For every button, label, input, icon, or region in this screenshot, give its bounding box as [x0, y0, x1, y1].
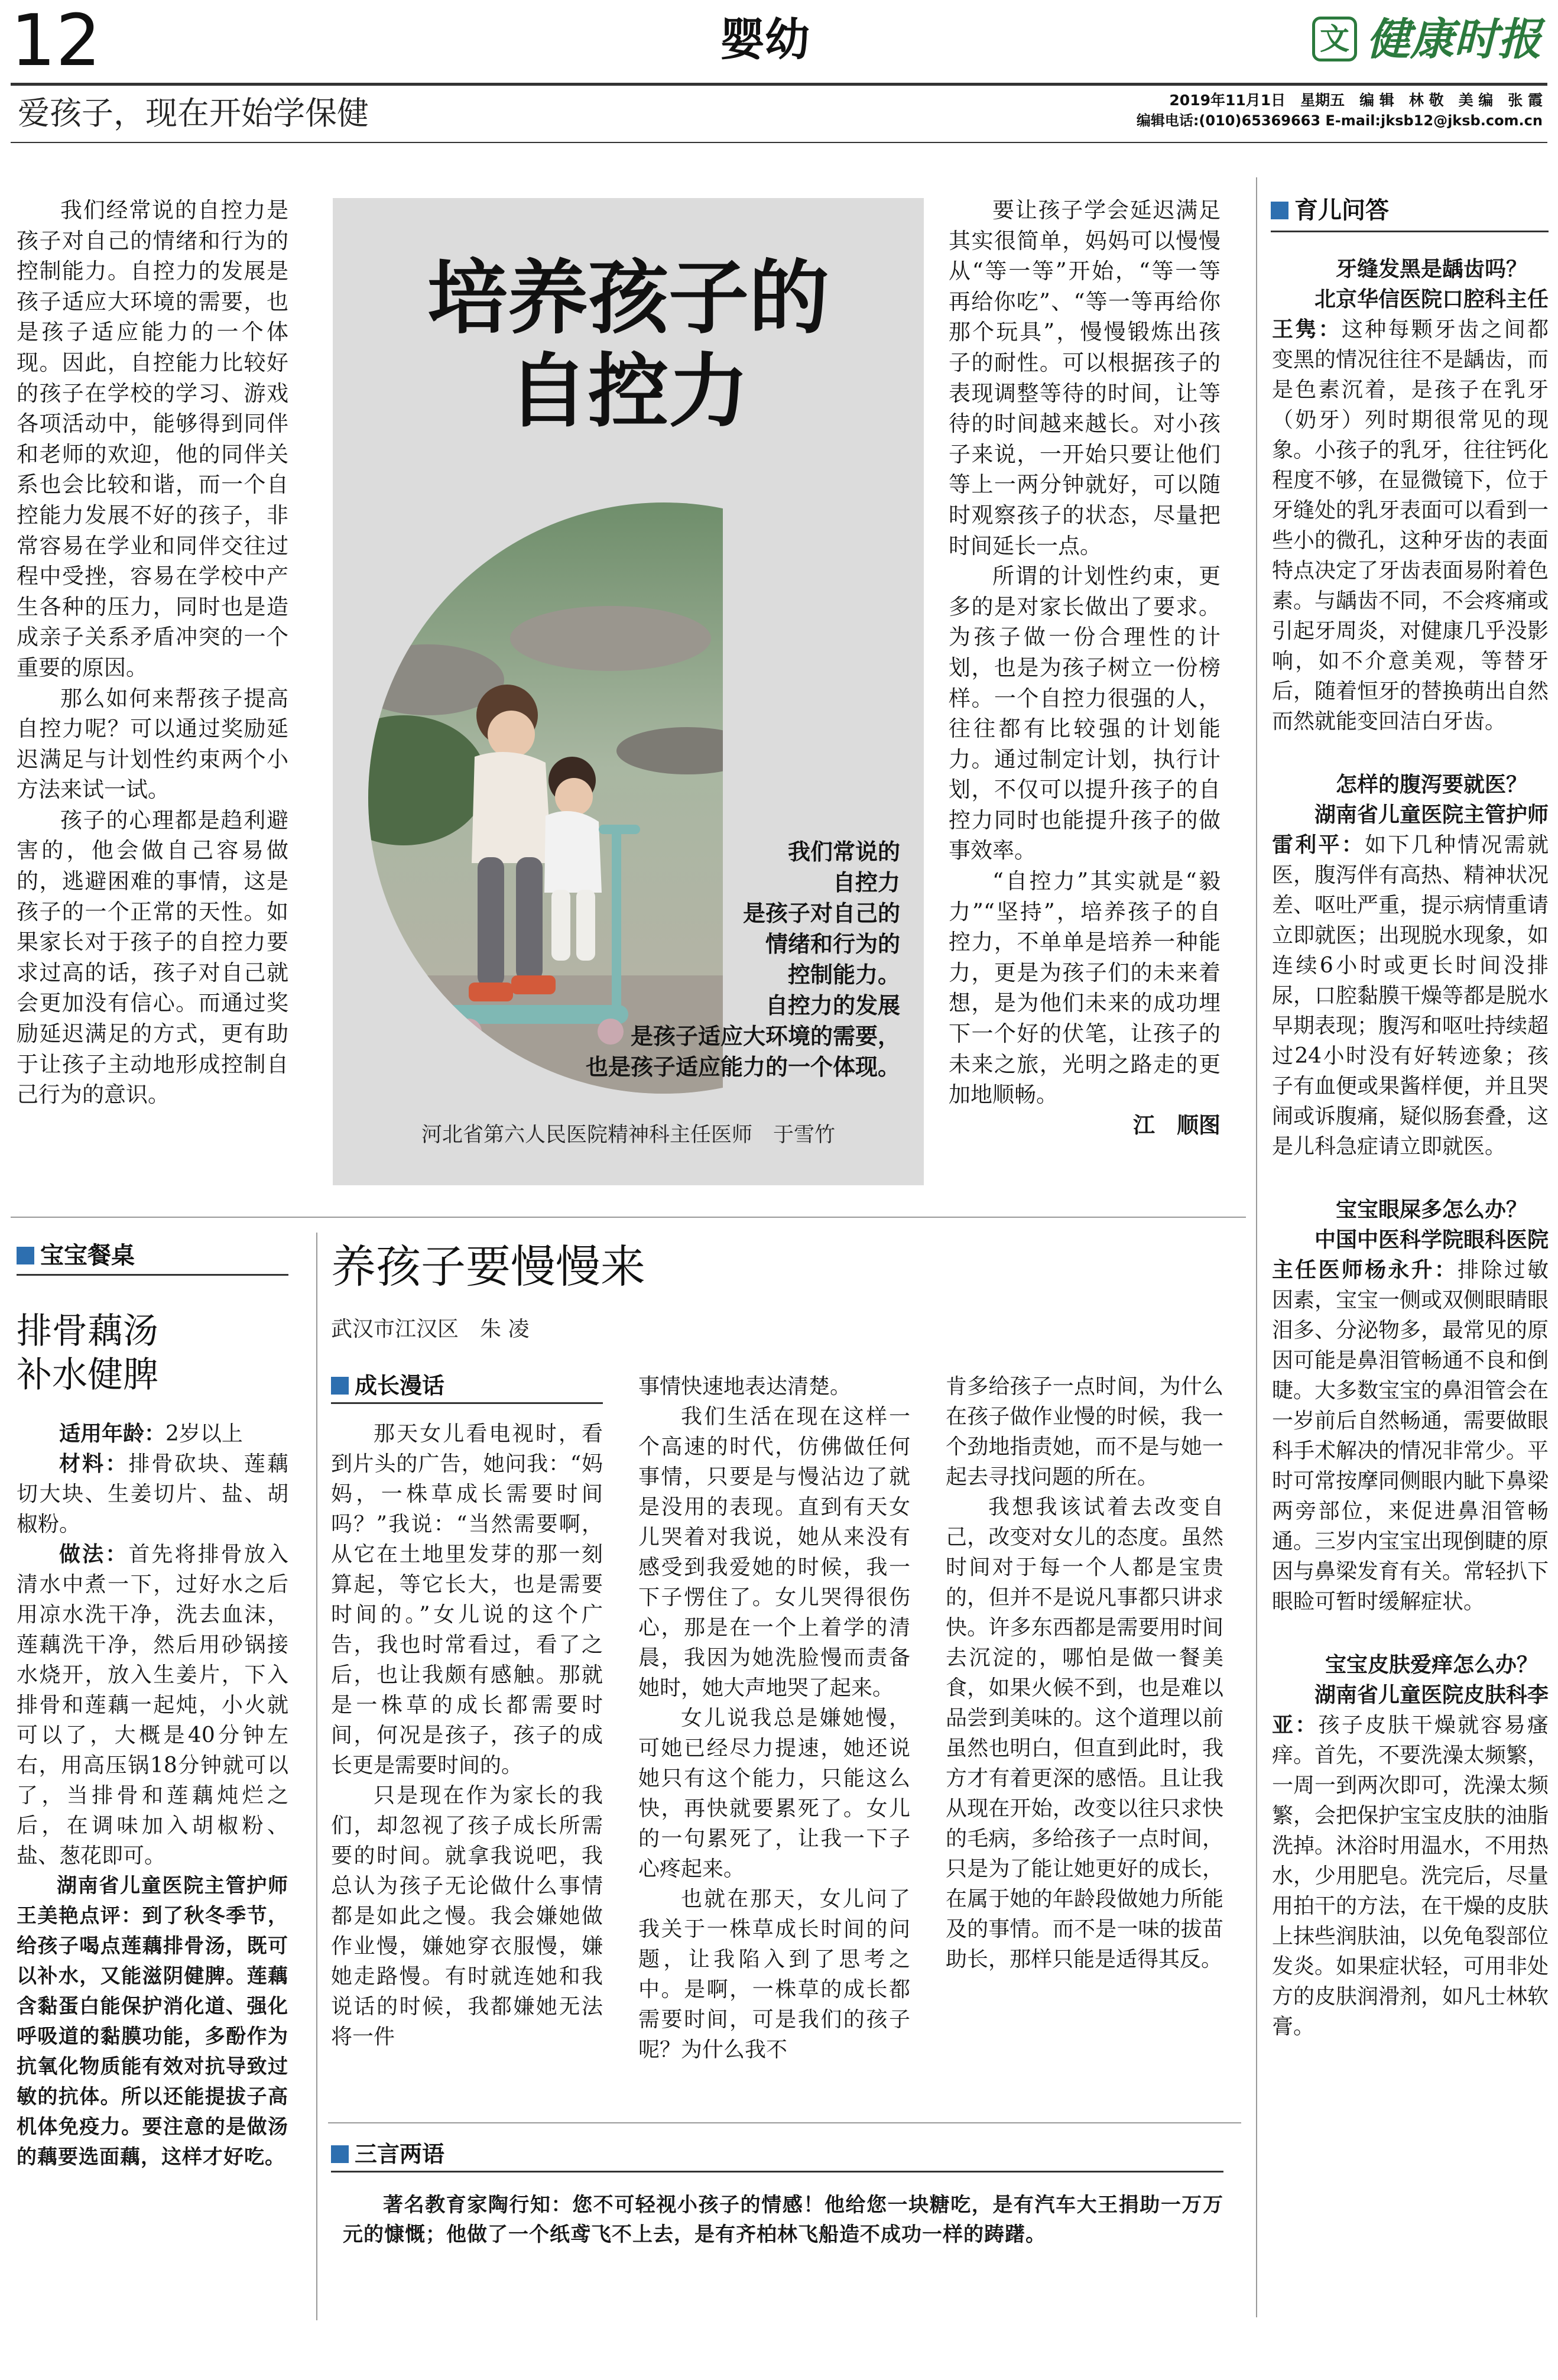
pull-quote-line: 我们常说的 [787, 839, 900, 865]
paragraph: 肯多给孩子一点时间，为什么在孩子做作业慢的时候，我一个劲地指责她，而不是与她一起去寻找问题的所在。 [946, 1374, 1223, 1489]
recipe-title [17, 1309, 288, 1397]
label: 湖南省儿童医院主管护师王美艳点评： [17, 1874, 288, 1928]
paragraph: 那天女儿看电视时，看到片头的广告，她问我：“妈妈，一株草成长需要时间吗？”我说：“当然需要啊，从它在土地里发芽的那一刻算起，等它长大，也是需要时间的。”女儿说的这个广告，我也时常看过，看了之后，也让我颇有感触。那就是一株草的成长都需要时间，何况是孩子，孩子的成长更是需要时间的。 [331, 1422, 603, 1778]
qa-question: 宝宝眼屎多怎么办？ [1335, 1198, 1527, 1222]
paragraph: 女儿说我总是嫌她慢，可她已经尽力提速，她还说她只有这个能力，只能这么快，再快就要累死了。女儿的一句累死了，让我一下子心疼起来。 [638, 1706, 910, 1881]
value: 2岁以上 [165, 1422, 243, 1446]
pull-quote-line: 自控力的发展 [765, 993, 900, 1019]
date-line: 2019年11月1日 星期五 编 辑 林 敬 美 编 张 霞 [1169, 92, 1543, 109]
photo-rock [510, 606, 711, 671]
page-number: 12 [11, 0, 101, 82]
label: 材料： [59, 1452, 129, 1476]
recipe-heading-text: 宝宝餐桌 [40, 1242, 135, 1269]
qa-answer-text: 如下几种情况需就医，腹泻伴有高热、精神状况差、呕吐严重，提示病情重请立即就医；出现脱水现象，如连续6小时或更长时间没排尿，口腔黏膜干燥等都是脱水早期表现；腹泻和呕吐持续超过24小时没有好转迹象；孩子有血便或果酱样便，并且哭闹或诉腹痛，疑似肠套叠，这是儿科急症请立即就医。 [1272, 833, 1549, 1159]
value: 排骨砍块、莲藕切大块、生姜切片、盐、胡椒粉。 [17, 1452, 288, 1536]
paragraph: “自控力”其实就是“毅力”“坚持”，培养孩子的自控力，不单单是培养一种能力，更是为孩子们的未来着想，是为他们未来的成功埋下一个好的伏笔，让孩子的未来之旅，光明之路走的更加地顺畅。 [949, 868, 1221, 1108]
paragraph: 孩子的心理都是趋利避害的，他会做自己容易做的，逃避困难的事情，这是孩子的一个正常的天性。如果家长对于孩子的自控力要求过高的话，孩子对自己就会更加没有信心。而通过奖励延迟满足的方式，更有助于让孩子主动地形成控制自己行为的意识。 [17, 807, 288, 1108]
pull-quote-line: 情绪和行为的 [765, 931, 900, 957]
qa-answer [1272, 1225, 1549, 1617]
paragraph: 我们生活在现在这样一个高速的时代，仿佛做任何事情，只要是与慢沾边了就是没用的表现。直到有天女儿哭着对我说，她从来没有感受到我爱她的时候，我一下子愣住了。女儿哭得很伤心，那是在一个上着学的清晨，我因为她洗脸慢而责备她时，她大声地哭了起来。 [638, 1405, 910, 1700]
qa-heading [1271, 195, 1389, 226]
qa-answer-text: 这种每颗牙齿之间都变黑的情况往往不是龋齿，而是色素沉着，是孩子在乳牙（奶牙）列时期很常见的现象。小孩子的乳牙，往往钙化程度不够，在显微镜下，位于牙缝处的乳牙表面可以看到一些小的微孔，这种牙齿的表面特点决定了牙齿表面易附着色素。与龋齿不同，不会疼痛或引起牙周炎，对健康几乎没影响，如不介意美观，等替牙后，随着恒牙的替换萌出自然而然就能变回洁白牙齿。 [1272, 317, 1549, 734]
qa-question: 怎样的腹泻要就医？ [1335, 773, 1527, 797]
qa-question: 宝宝皮肤爱痒怎么办？ [1325, 1653, 1538, 1677]
recipe-heading [17, 1240, 135, 1271]
sanyan-heading-rule [331, 2171, 1223, 2173]
illustrator-credit: 江 顺图 [1133, 1112, 1221, 1138]
heading-square-icon [331, 2145, 349, 2163]
story-divider [316, 1233, 317, 2320]
recipe-body [17, 1419, 288, 2173]
story-subhead [331, 1370, 444, 1401]
label: 适用年龄： [59, 1422, 166, 1446]
paragraph: 也就在那天，女儿问了我关于一株草成长时间的问题，让我陷入到了思考之中。是啊，一株草的成长都需要时间，可是我们的孩子呢？为什么我不 [638, 1887, 910, 2062]
sanyan-speaker: 著名教育家陶行知： [383, 2193, 573, 2217]
paragraph: 我们经常说的自控力是孩子对自己的情绪和行为的控制能力。自控力的发展是孩子适应大环境的需要，也是孩子适应能力的一个体现。因此，自控能力比较好的孩子在学校的学习、游戏各项活动中，能够得到同伴和老师的欢迎，他的同伴关系也会比较和谐，而一个自控能力发展不好的孩子，非常容易在学业和同伴交往过程中受挫，容易在学校中产生各种的压力，同时也是造成亲子关系矛盾冲突的一个重要的原因。 [17, 197, 288, 680]
value: 到了秋冬季节，给孩子喝点莲藕排骨汤，既可以补水，又能滋阴健脾。莲藕含黏蛋白能保护消化道、强化呼吸道的黏膜功能，多酚作为抗氧化物质能有效对抗导致过敏的抗体。所以还能提拔子高机体免疫力。要注意的是做汤的藕要选面藕，这样才好吃。 [17, 1904, 288, 2169]
recipe-age [17, 1419, 288, 1449]
label: 做法： [59, 1542, 129, 1567]
heading-square-icon [17, 1247, 34, 1264]
recipe-method [17, 1539, 288, 1871]
sanyan-heading [331, 2139, 444, 2170]
qa-answer [1272, 1680, 1549, 2042]
pull-quote-line: 控制能力。 [787, 962, 900, 988]
story-subhead-text: 成长漫话 [355, 1373, 445, 1399]
recipe-heading-rule [17, 1274, 288, 1276]
story-column-1 [331, 1419, 603, 2052]
qa-expert: 北京华信医院口腔科主任王隽： [1272, 287, 1549, 342]
feature-title-line1: 培养孩子的 [427, 251, 829, 345]
value: 首先将排骨放入清水中煮一下，过好水之后用凉水洗干净，洗去血沫，莲藕洗干净，然后用砂锅接水烧开，放入生姜片，下入排骨和莲藕一起炖，小火就可以了，大概是40分钟左右，用高压锅18分钟就可以了，当排骨和莲藕炖烂之后，在调味加入胡椒粉、盐、葱花即可。 [17, 1542, 288, 1868]
feature-title [333, 251, 924, 438]
masthead-bottom-rule [11, 142, 1547, 143]
paragraph: 所谓的计划性约束，更多的是对家长做出了要求。为孩子做一份合理性的计划，也是为孩子树立一份榜样。一个自控力很强的人，往往都有比较强的计划能力。通过制定计划，执行计划，不仅可以提升孩子的自控力同时也能提升孩子的做事效率。 [949, 563, 1221, 864]
recipe-title-line1: 排骨藕汤 [17, 1311, 158, 1352]
pull-quote-line: 也是孩子适应能力的一个体现。 [585, 1054, 900, 1080]
masthead-rule [11, 83, 1547, 86]
story-column-2 [638, 1371, 910, 2065]
logo-mark: 文 [1312, 17, 1357, 61]
story-title: 养孩子要慢慢来 [331, 1240, 645, 1293]
paragraph: 那么如何来帮孩子提高自控力呢？可以通过奖励延迟满足与计划性约束两个小方法来试一试。 [17, 685, 288, 803]
qa-heading-text: 育儿问答 [1294, 197, 1389, 224]
sanyan-quote [343, 2190, 1223, 2249]
pull-quote-line: 是孩子对自己的 [742, 900, 900, 926]
heading-square-icon [331, 1377, 349, 1395]
pull-quote [581, 836, 900, 1082]
qa-expert: 湖南省儿童医院皮肤科李亚： [1272, 1683, 1549, 1737]
qa-heading-rule [1271, 231, 1549, 232]
paragraph: 只是现在作为家长的我们，却忽视了孩子成长所需要的时间。就拿我说吧，我总认为孩子无论做什么事情都是如此之慢。我会嫌她做作业慢，嫌她穿衣服慢，嫌她走路慢。有时就连她和我说话的时候，我都嫌她无法将一件 [331, 1784, 603, 2049]
story-subhead-rule [331, 1402, 603, 1404]
feature-right-column [949, 195, 1221, 1140]
paragraph: 要让孩子学会延迟满足其实很简单，妈妈可以慢慢从“等一等”开始，“等一等再给你吃”、“等一等再给你那个玩具”，慢慢锻炼出孩子的耐性。可以根据孩子的表现调整等待的时间，让等待的时间越来越长。对小孩子来说，一开始只要让他们等上一两分钟就好，可以随时观察孩子的状态，尽量把时间延长一点。 [949, 197, 1221, 559]
qa-expert: 中国中医科学院眼科医院主任医师杨永升： [1272, 1228, 1549, 1282]
recipe-review [17, 1871, 288, 2173]
pull-quote-line: 自控力 [832, 870, 900, 896]
recipe-title-line2: 补水健脾 [17, 1354, 158, 1396]
recipe-ingredients [17, 1449, 288, 1539]
qa-expert: 湖南省儿童医院主管护师雷利平： [1272, 803, 1549, 857]
sanyan-heading-text: 三言两语 [355, 2141, 445, 2167]
heading-square-icon [1271, 202, 1288, 219]
sanyan-body: 您不可轻视小孩子的情感！他给您一块糖吃，是有汽车大王捐助一万万元的慷慨；他做了一个纸鸢飞不上去，是有齐柏林飞船造不成功一样的踌躇。 [343, 2193, 1223, 2246]
feature-left-column [17, 195, 288, 1110]
slogan: 爱孩子，现在开始学保健 [18, 95, 369, 132]
qa-column [1272, 254, 1549, 2042]
qa-answer [1272, 800, 1549, 1162]
paragraph: 我想我该试着去改变自己，改变对女儿的态度。虽然时间对于每一个人都是宝贵的，但并不是说凡事都只讲求快。许多东西都是需要用时间去沉淀的，哪怕是做一餐美食，如果火候不到，也是难以品尝到美味的。这个道理以前虽然也明白，但直到此时，我方才有着更深的感悟。且让我从现在开始，改变以往只求快的毛病，多给孩子一点时间，只是为了能让她更好的成长，在属于她的年龄段做她力所能及的事情。而不是一味的拔苗助长，那样只能是适得其反。 [946, 1495, 1223, 1972]
pull-quote-line: 是孩子适应大环境的需要， [630, 1023, 900, 1049]
story-column-3 [946, 1371, 1223, 1974]
sanyan-top-rule [328, 2122, 1241, 2123]
feature-title-line2: 自控力 [508, 344, 749, 439]
paragraph: 事情快速地表达清楚。 [638, 1374, 852, 1399]
contact-line: 编辑电话:(010)65369663 E-mail:jksb12@jksb.com.cn [1136, 112, 1543, 129]
feature-panel [333, 198, 924, 1185]
section-title: 婴幼 [720, 13, 810, 66]
qa-answer-text: 孩子皮肤干燥就容易瘙痒。首先，不要洗澡太频繁，一周一到两次即可，洗澡太频繁，会把保护宝宝皮肤的油脂洗掉。沐浴时用温水，不用热水，少用肥皂。洗完后，尽量用拍干的方法，在干燥的皮肤上抹些润肤油，以免龟裂部位发炎。如果症状轻，可用非处方的皮肤润滑剂，如凡士林软膏。 [1272, 1713, 1549, 2039]
recipe-top-rule [11, 1217, 1246, 1218]
qa-answer-text: 排除过敏因素，宝宝一侧或双侧眼睛眼泪多、分泌物多，最常见的原因可能是鼻泪管畅通不良和倒睫。大多数宝宝的鼻泪管会在一岁前后自然畅通，需要做眼科手术解决的情况非常少。平时可常按摩同侧眼内眦下鼻梁两旁部位，来促进鼻泪管畅通。三岁内宝宝出现倒睫的原因与鼻梁发育有关。常轻扒下眼睑可暂时缓解症状。 [1272, 1258, 1549, 1614]
qa-answer [1272, 284, 1549, 737]
logo-text: 健康时报 [1367, 14, 1541, 65]
qa-divider [1256, 177, 1257, 2317]
paper-logo [1312, 13, 1549, 72]
story-author: 武汉市江汉区 朱 凌 [331, 1317, 530, 1341]
qa-question: 牙缝发黑是龋齿吗？ [1335, 257, 1527, 281]
sanyan-text [343, 2190, 1223, 2249]
feature-byline: 河北省第六人民医院精神科主任医师 于雪竹 [421, 1123, 835, 1147]
